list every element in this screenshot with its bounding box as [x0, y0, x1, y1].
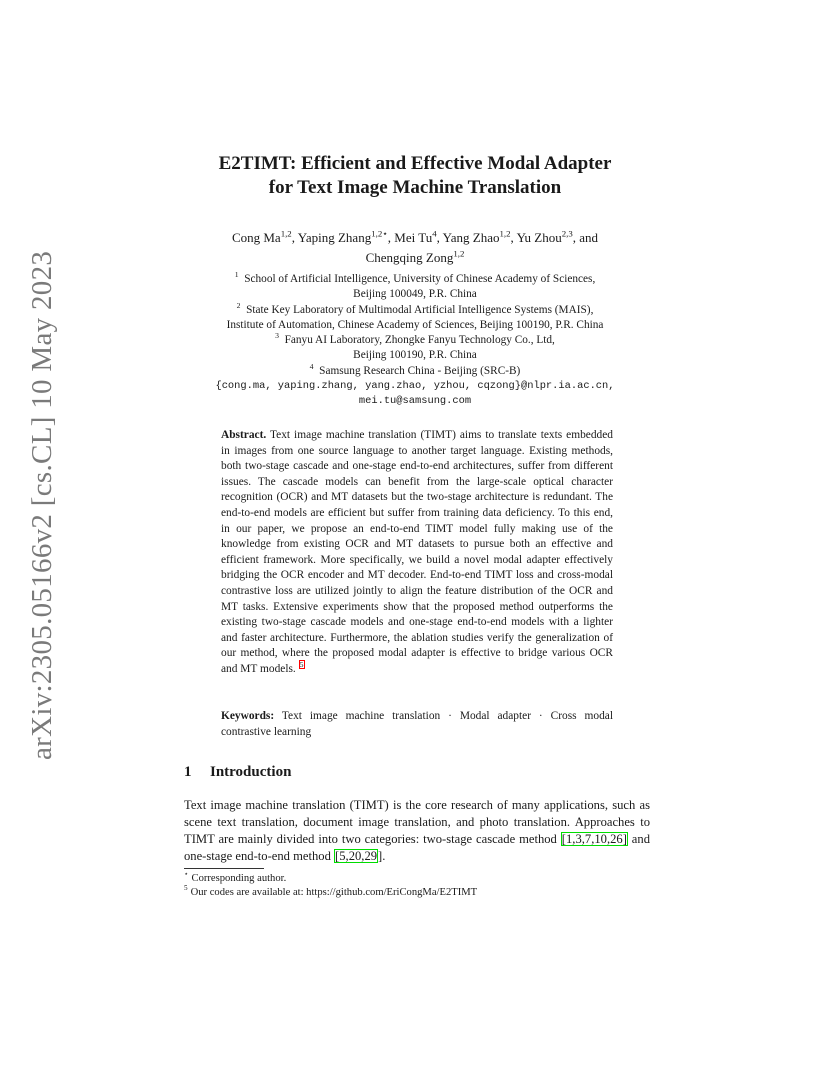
intro-text: and one-stage end-to-end method — [184, 832, 650, 863]
affiliation-1 — [160, 272, 670, 287]
citation-bracket: ] — [622, 832, 627, 846]
author-name: Mei Tu — [394, 230, 433, 245]
author-name: Yaping Zhang — [297, 230, 372, 245]
citation-group-2[interactable] — [334, 849, 378, 863]
affiliation-text: Beijing 100190, P.R. China — [353, 349, 477, 362]
footnotes — [184, 872, 650, 900]
affiliation-text: School of Artificial Intelligence, University of Chinese Academy of Sciences, — [244, 273, 596, 285]
author-name: Chengqing Zong — [365, 250, 454, 265]
footnote-link[interactable]: 5 — [299, 660, 304, 670]
author-affiliation-mark: 2,3 — [561, 228, 573, 239]
footnote-text: Corresponding author. — [191, 873, 287, 884]
citation-separator: , — [591, 832, 595, 846]
intro-paragraph — [184, 797, 650, 865]
footnote-code — [184, 886, 650, 900]
author-list: Cong Ma$^{1,2}$, Yaping Zhang$^{1,2⋆}$, Mei Tu$^4$, Yang Zhao$^{1,2}$, Yu Zhou$^{2,3}$, and Chengqing Zong$^{1,2}$ — [231, 228, 599, 265]
citation-separator: , — [361, 849, 365, 863]
footnote-corresponding — [184, 872, 650, 886]
citation-separator: , — [572, 832, 576, 846]
citation-separator: , — [606, 832, 611, 846]
citation-bracket: ]. — [378, 849, 386, 863]
intro-text: Text image machine translation (TIMT) is the core research of many applications, such as scene text translation, document image translation, and photo translation. Approaches to TIMT are mainly divided into two categories: two-stage cascade method — [184, 798, 650, 846]
author-affiliation-mark: 1,2 — [280, 228, 292, 239]
affiliation-block — [160, 272, 670, 410]
affiliation-4 — [160, 364, 670, 379]
citation-link[interactable]: 29 — [364, 849, 378, 863]
citation-link[interactable]: 7 — [584, 832, 592, 846]
abstract — [221, 428, 613, 678]
affiliation-text: Samsung Research China - Beijing (SRC-B) — [319, 364, 521, 377]
keywords-text: Text image machine translation · Modal adapter · Cross modal contrastive learning — [221, 710, 613, 738]
footnote-mark: 5 — [184, 884, 188, 893]
abstract-label: Abstract. — [221, 429, 267, 441]
footnote-mark: ⋆ — [184, 870, 189, 879]
section-heading — [184, 764, 291, 781]
affiliation-2 — [160, 300, 670, 318]
abstract-text: Text image machine translation (TIMT) aims to translate texts embedded in images from one source language to another target language. Existing methods, both two-stage cascade and one-stage end-to-end architectures, suffer from different issues. The cascade models can benefit from the large-scale optical character recognition (OCR) and MT datasets but the two-stage architecture is redundant. The end-to-end models are efficient but suffer from training data deficiency. To this end, in our paper, we propose an end-to-end TIMT model fully making use of the knowledge from existing OCR and MT datasets to pursue both an effective and efficient framework. More specifically, we build a novel modal adapter effectively bridging the OCR encoder and MT decoder. End-to-end TIMT loss and cross-modal contrastive loss are utilized jointly to align the feature distribution of the OCR and MT tasks. Extensive experiments show that the proposed method outperforms the existing two-stage cascade models and one-stage end-to-end models with a lighter and faster architecture. Furthermore, the ablation studies verify the generalization of our method, where the proposed modal adapter is effective to bridge various OCR and MT models. — [221, 429, 613, 675]
affiliation-text: State Key Laboratory of Multimodal Artificial Intelligence Systems (MAIS), — [246, 303, 594, 316]
affiliation-text: Fanyu AI Laboratory, Zhongke Fanyu Technology Co., Ltd, — [284, 334, 555, 347]
citation-link[interactable]: 3 — [575, 832, 582, 846]
email-line-1: {cong.ma, yaping.zhang, yang.zhao, yzhou, cqzong}@nlpr.ia.ac.cn, — [215, 380, 615, 393]
affiliation-3 — [160, 333, 670, 348]
keywords — [221, 709, 613, 740]
title-line-1: E2TIMT: Efficient and Effective Modal Adapter — [218, 153, 612, 174]
affiliation-mark: 3 — [275, 331, 279, 341]
citation-separator: , — [345, 849, 349, 863]
footnote-text: Our codes are available at: https://github.com/EriCongMa/E2TIMT — [190, 887, 478, 898]
arxiv-side-stamp: arXiv:2305.05166v2 [cs.CL] 10 May 2023 — [26, 250, 58, 760]
paper-title — [160, 152, 670, 200]
author-affiliation-mark: 1,2⋆ — [371, 228, 388, 239]
citation-separator: , — [581, 832, 585, 846]
affiliation-mark: 4 — [309, 362, 314, 372]
footnote-divider — [184, 868, 264, 869]
citation-group-1[interactable] — [561, 832, 628, 846]
affiliation-mark: 2 — [236, 300, 241, 310]
affiliation-mark: 1 — [234, 270, 239, 280]
author-conjunction: and — [579, 230, 599, 245]
section-title: Introduction — [210, 764, 292, 780]
author-affiliation-mark: 1,2 — [499, 228, 511, 239]
citation-bracket: [ — [335, 849, 340, 863]
section-number: 1 — [184, 764, 192, 780]
affiliation-text: Institute of Automation, Chinese Academy of Sciences, Beijing 100190, P.R. China — [226, 318, 604, 331]
title-line-2: for Text Image Machine Translation — [268, 177, 562, 198]
affiliation-text: Beijing 100049, P.R. China — [353, 288, 477, 301]
author-name: Cong Ma — [231, 230, 281, 245]
email-line-2: mei.tu@samsung.com — [358, 395, 472, 408]
author-name: Yang Zhao — [442, 230, 500, 245]
citation-link[interactable]: 26 — [610, 832, 623, 846]
citation-link[interactable]: 20 — [348, 849, 362, 863]
citation-link[interactable]: 1 — [565, 832, 573, 846]
citation-bracket: [ — [561, 832, 566, 846]
author-affiliation-mark: 1,2 — [453, 248, 465, 259]
author-name: Yu Zhou — [516, 230, 562, 245]
author-affiliation-mark: 4 — [432, 228, 437, 239]
keywords-label: Keywords: — [221, 710, 275, 722]
citation-link[interactable]: 5 — [339, 849, 346, 863]
citation-link[interactable]: 10 — [594, 832, 607, 846]
